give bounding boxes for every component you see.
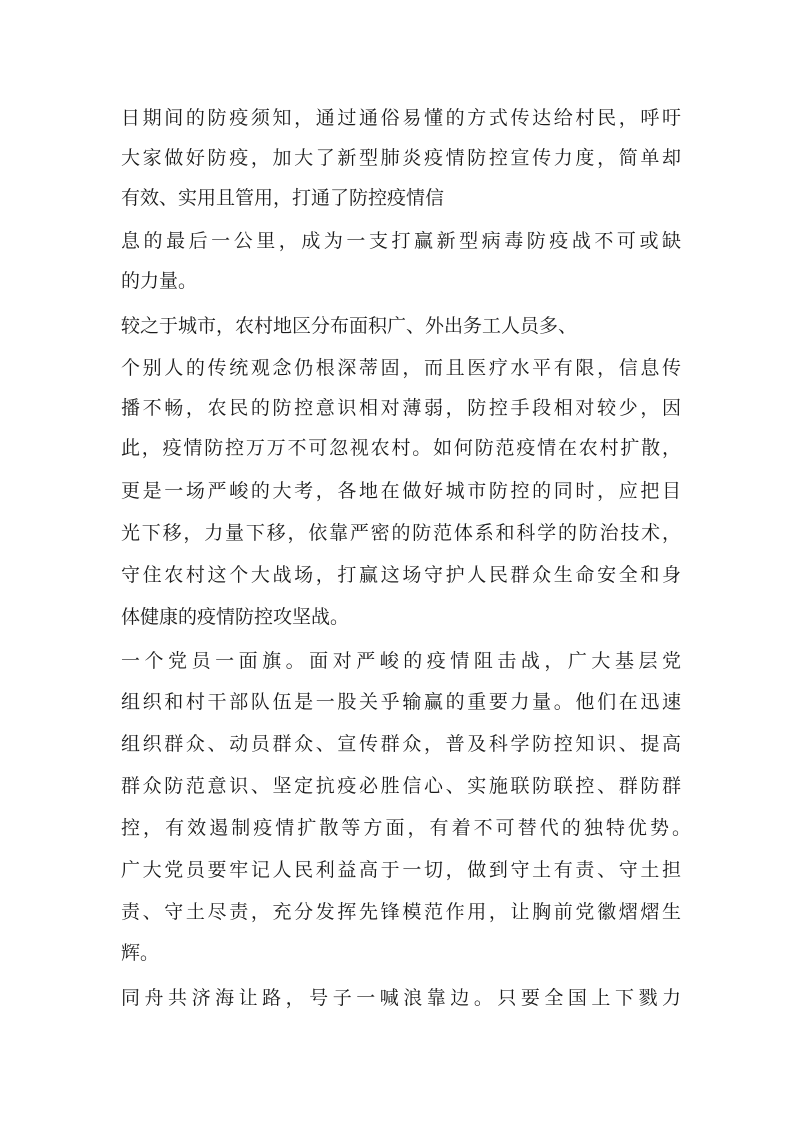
text-line: 日期间的防疫须知，通过通俗易懂的方式传达给村民，呼吁: [121, 107, 681, 129]
text-line: 更是一场严峻的大考，各地在做好城市防控的同时，应把目: [121, 480, 681, 502]
text-line: 群众防范意识、坚定抗疫必胜信心、实施联防联控、群防群: [121, 775, 681, 797]
text-line: 责、守土尽责，充分发挥先锋模范作用，让胸前党徽熠熠生: [121, 901, 681, 923]
text-line: 一个党员一面旗。面对严峻的疫情阻击战，广大基层党: [121, 650, 681, 672]
text-line: 广大党员要牢记人民利益高于一切，做到守土有责、守土担: [121, 859, 681, 881]
text-line: 辉。: [121, 942, 160, 964]
text-line: 此，疫情防控万万不可忽视农村。如何防范疫情在农村扩散，: [121, 437, 681, 459]
text-line: 组织群众、动员群众、宣传群众，普及科学防控知识、提高: [121, 733, 681, 755]
text-line: 个别人的传统观念仍根深蒂固，而且医疗水平有限，信息传: [121, 357, 681, 379]
text-line: 同舟共济海让路，号子一喊浪靠边。只要全国上下戮力: [121, 987, 681, 1009]
text-line: 光下移，力量下移，依靠严密的防范体系和科学的防治技术，: [121, 522, 681, 544]
text-line: 组织和村干部队伍是一股关乎输赢的重要力量。他们在迅速: [121, 691, 681, 713]
text-line: 较之于城市，农村地区分布面积广、外出务工人员多、: [121, 315, 578, 337]
text-line: 大家做好防疫，加大了新型肺炎疫情防控宣传力度，简单却: [121, 147, 681, 169]
text-line: 守住农村这个大战场，打赢这场守护人民群众生命安全和身: [121, 564, 681, 586]
text-line: 控，有效遏制疫情扩散等方面，有着不可替代的独特优势。: [121, 817, 691, 839]
text-line: 有效、实用且管用，打通了防控疫情信: [121, 187, 445, 209]
text-line: 体健康的疫情防控攻坚战。: [121, 606, 350, 628]
text-line: 的力量。: [121, 270, 198, 292]
text-line: 息的最后一公里，成为一支打赢新型病毒防疫战不可或缺: [121, 230, 681, 252]
text-line: 播不畅，农民的防控意识相对薄弱，防控手段相对较少，因: [121, 397, 681, 419]
